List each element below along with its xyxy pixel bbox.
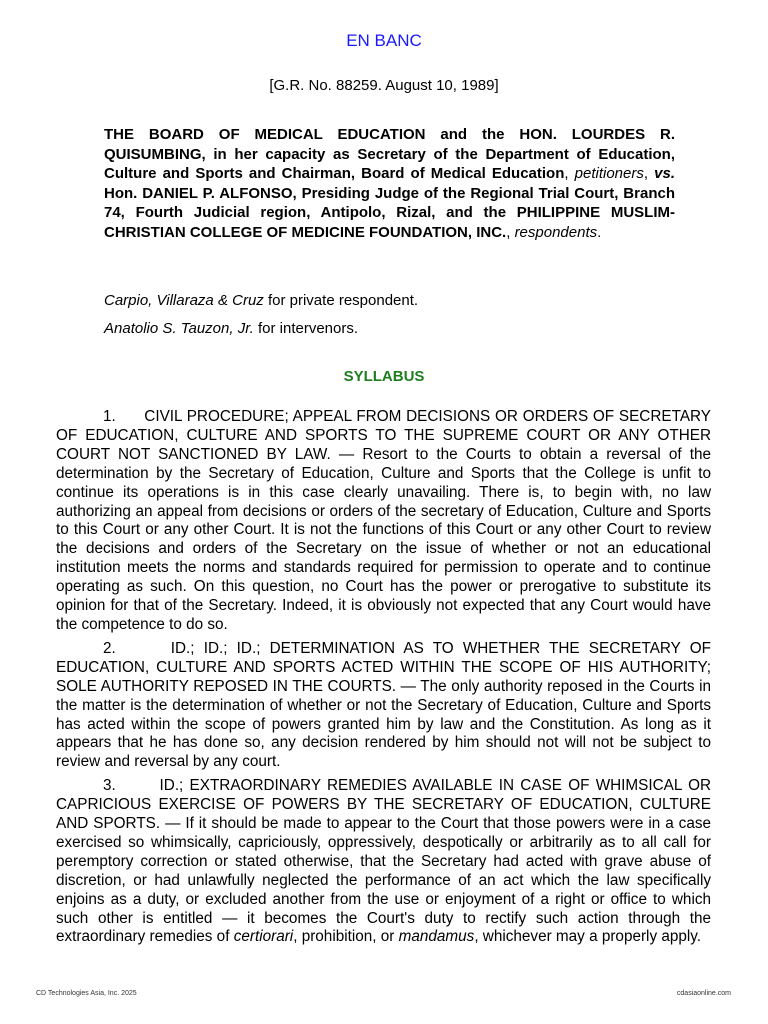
remedy-mandamus: mandamus — [398, 928, 475, 946]
petitioners-label: petitioners — [574, 165, 644, 182]
footer-publisher: CD Technologies Asia, Inc. 2025 — [36, 990, 137, 997]
syllabus-body — [56, 408, 711, 952]
counsel-name: Carpio, Villaraza & Cruz — [104, 292, 264, 309]
syllabus-item-number: 3. — [103, 777, 116, 795]
case-parties: THE BOARD OF MEDICAL EDUCATION and the HON. LOURDES R. QUISUMBING, in her capacity as Secretary of the Department of Education, Culture and Sports and Chairman, Board of Medical Education, petitioners, vs. Hon. DANIEL P. ALFONSO, Presiding Judge of the Regional Trial Court, Branch 74, Fourth Judicial region, Antipolo, Rizal, and the PHILIPPINE MUSLIM-CHRISTIAN COLLEGE OF MEDICINE FOUNDATION, INC., respondents. — [104, 126, 675, 241]
syllabus-item-text: , whichever may a properly apply. — [474, 928, 702, 946]
syllabus-item-number: 2. — [103, 639, 116, 657]
syllabus-item-text: ID.; ID.; ID.; DETERMINATION AS TO WHETHER THE SECRETARY OF EDUCATION, CULTURE AND SPORTS ACTED WITHIN THE SCOPE OF HIS AUTHORITY; SOLE AUTHORITY REPOSED IN THE COURTS. — The only authority reposed in the Courts in the matter is the determination of whether or not the Secretary of Education, Culture and Sports has acted within the scope of powers granted him by law and the Constitution. As long as it appears that he has done so, any decision rendered by him should not will not be subject to review and reversal by any court. — [56, 639, 711, 771]
syllabus-item-text: , prohibition, or — [293, 928, 395, 946]
syllabus-heading: SYLLABUS — [343, 368, 425, 385]
counsel-line — [104, 320, 358, 337]
counsel-role: for intervenors. — [257, 320, 359, 337]
syllabus-item — [56, 640, 711, 772]
counsel-name: Anatolio S. Tauzon, Jr. — [104, 320, 254, 337]
counsel-line — [104, 292, 418, 309]
respondents-names: Hon. DANIEL P. ALFONSO, Presiding Judge of the Regional Trial Court, Branch 74, Fourth Judicial region, Antipolo, Rizal, and the PHILIPPINE MUSLIM-CHRISTIAN COLLEGE OF MEDICINE FOUNDATION, INC. — [104, 184, 675, 241]
versus-label: vs. — [654, 165, 675, 182]
case-number: [G.R. No. 88259. August 10, 1989] — [269, 77, 499, 94]
syllabus-item-number: 1. — [103, 408, 116, 425]
syllabus-item-text: CIVIL PROCEDURE; APPEAL FROM DECISIONS OR ORDERS OF SECRETARY OF EDUCATION, CULTURE AND SPORTS TO THE SUPREME COURT OR ANY OTHER COURT NOT SANCTIONED BY LAW. — Resort to the Courts to obtain a reversal of the determination by the Secretary of Education, Culture and Sports that the College is unfit to continue its operations is in this case clearly unavailing. There is, to begin with, no law authorizing an appeal from decisions or orders of the secretary of Education, Culture and Sports to this Court or any other Court. It is not the functions of this Court or any other Court to review the decisions and orders of the Secretary on the issue of whether or not an educational institution meets the norms and standards required for permission to operate and to continue operating as such. On this question, no Court has the power or prerogative to substitute its opinion for that of the Secretary. Indeed, it is obviously not expected that any Court would have the competence to do so. — [56, 408, 711, 633]
syllabus-item-text: ID.; EXTRAORDINARY REMEDIES AVAILABLE IN CASE OF WHIMSICAL OR CAPRICIOUS EXERCISE OF POWERS BY THE SECRETARY OF EDUCATION, CULTURE AND SPORTS. — If it should be made to appear to the Court that those powers were in a case exercised so whimsically, capriciously, oppressively, despotically or arbitrarily as to all call for peremptory correction or stated otherwise, that the Secretary had acted with grave abuse of discretion, or had unlawfully neglected the performance of an act which the law specifically enjoins as a duty, or excluded another from the use or enjoyment of a right or office to which such other is entitled — it becomes the Court's duty to rectify such action through the extraordinary remedies of — [56, 777, 712, 946]
counsel-role: for private respondent. — [267, 292, 419, 309]
court-division-title: EN BANC — [346, 31, 422, 50]
syllabus-item — [56, 408, 711, 635]
remedy-certiorari: certiorari — [233, 928, 294, 946]
syllabus-item — [56, 777, 711, 947]
respondents-label: respondents — [514, 223, 598, 241]
petitioners-names: THE BOARD OF MEDICAL EDUCATION and the HON. LOURDES R. QUISUMBING, in her capacity as Secretary of the Department of Education, Culture and Sports and Chairman, Board of Medical Education — [104, 126, 675, 182]
footer-website: cdasiaonline.com — [676, 990, 731, 997]
